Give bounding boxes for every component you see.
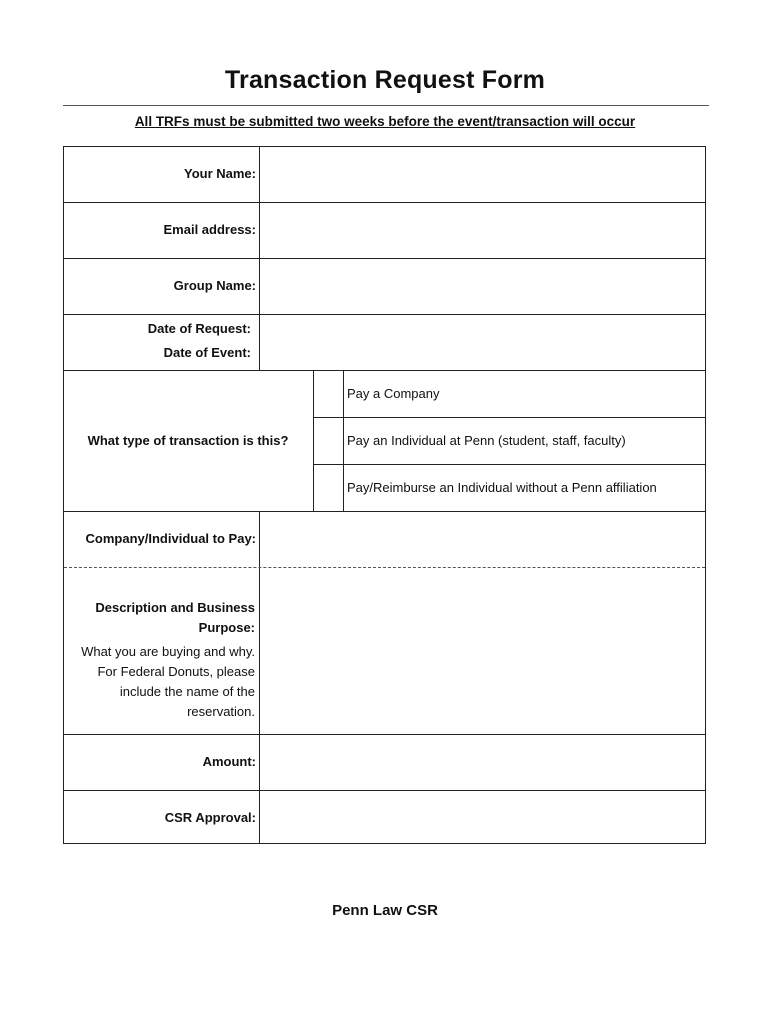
csr-approval-field[interactable] [261,791,705,843]
row-group-name [64,259,705,315]
option-pay-non-penn-individual: Pay/Reimburse an Individual without a Penn affiliation [347,480,657,495]
row-description [64,568,705,735]
date-of-request-label: Date of Request: [147,321,251,336]
date-of-event-label: Date of Event: [163,345,251,360]
option-pay-penn-individual: Pay an Individual at Penn (student, staff, faculty) [347,433,626,448]
option-pay-company: Pay a Company [347,386,440,401]
email-label: Email address: [163,222,256,237]
dates-field[interactable] [261,315,705,370]
option-checkbox-penn-individual[interactable] [314,418,343,464]
row-company-to-pay [64,512,705,568]
amount-label: Amount: [202,754,256,769]
description-title-line-2: Purpose: [198,620,255,635]
row-transaction-type [64,371,705,512]
row-your-name [64,147,705,203]
description-title-line-1: Description and Business [95,600,255,615]
title-divider [63,105,709,106]
company-to-pay-field[interactable] [261,512,705,567]
description-field[interactable] [261,568,705,734]
transaction-type-label: What type of transaction is this? [87,433,289,448]
transaction-form [63,146,706,844]
row-amount [64,735,705,791]
group-name-field[interactable] [261,259,705,314]
company-to-pay-label: Company/Individual to Pay: [85,531,256,546]
option-checkbox-non-penn-individual[interactable] [314,465,343,511]
row-email [64,203,705,259]
your-name-label: Your Name: [184,166,256,181]
form-title: Transaction Request Form [224,66,546,94]
row-dates [64,315,705,371]
your-name-field[interactable] [261,147,705,202]
footer-org-name: Penn Law CSR [332,902,438,919]
amount-field[interactable] [261,735,705,790]
group-name-label: Group Name: [173,278,256,293]
csr-approval-label: CSR Approval: [164,810,256,825]
option-checkbox-company[interactable] [314,371,343,417]
description-help-text: What you are buying and why. For Federal Donuts, please include the name of the reservation. [81,644,255,719]
email-field[interactable] [261,203,705,258]
form-subtitle: All TRFs must be submitted two weeks before the event/transaction will occur [134,114,636,129]
description-label [75,598,255,722]
row-csr-approval [64,791,705,843]
